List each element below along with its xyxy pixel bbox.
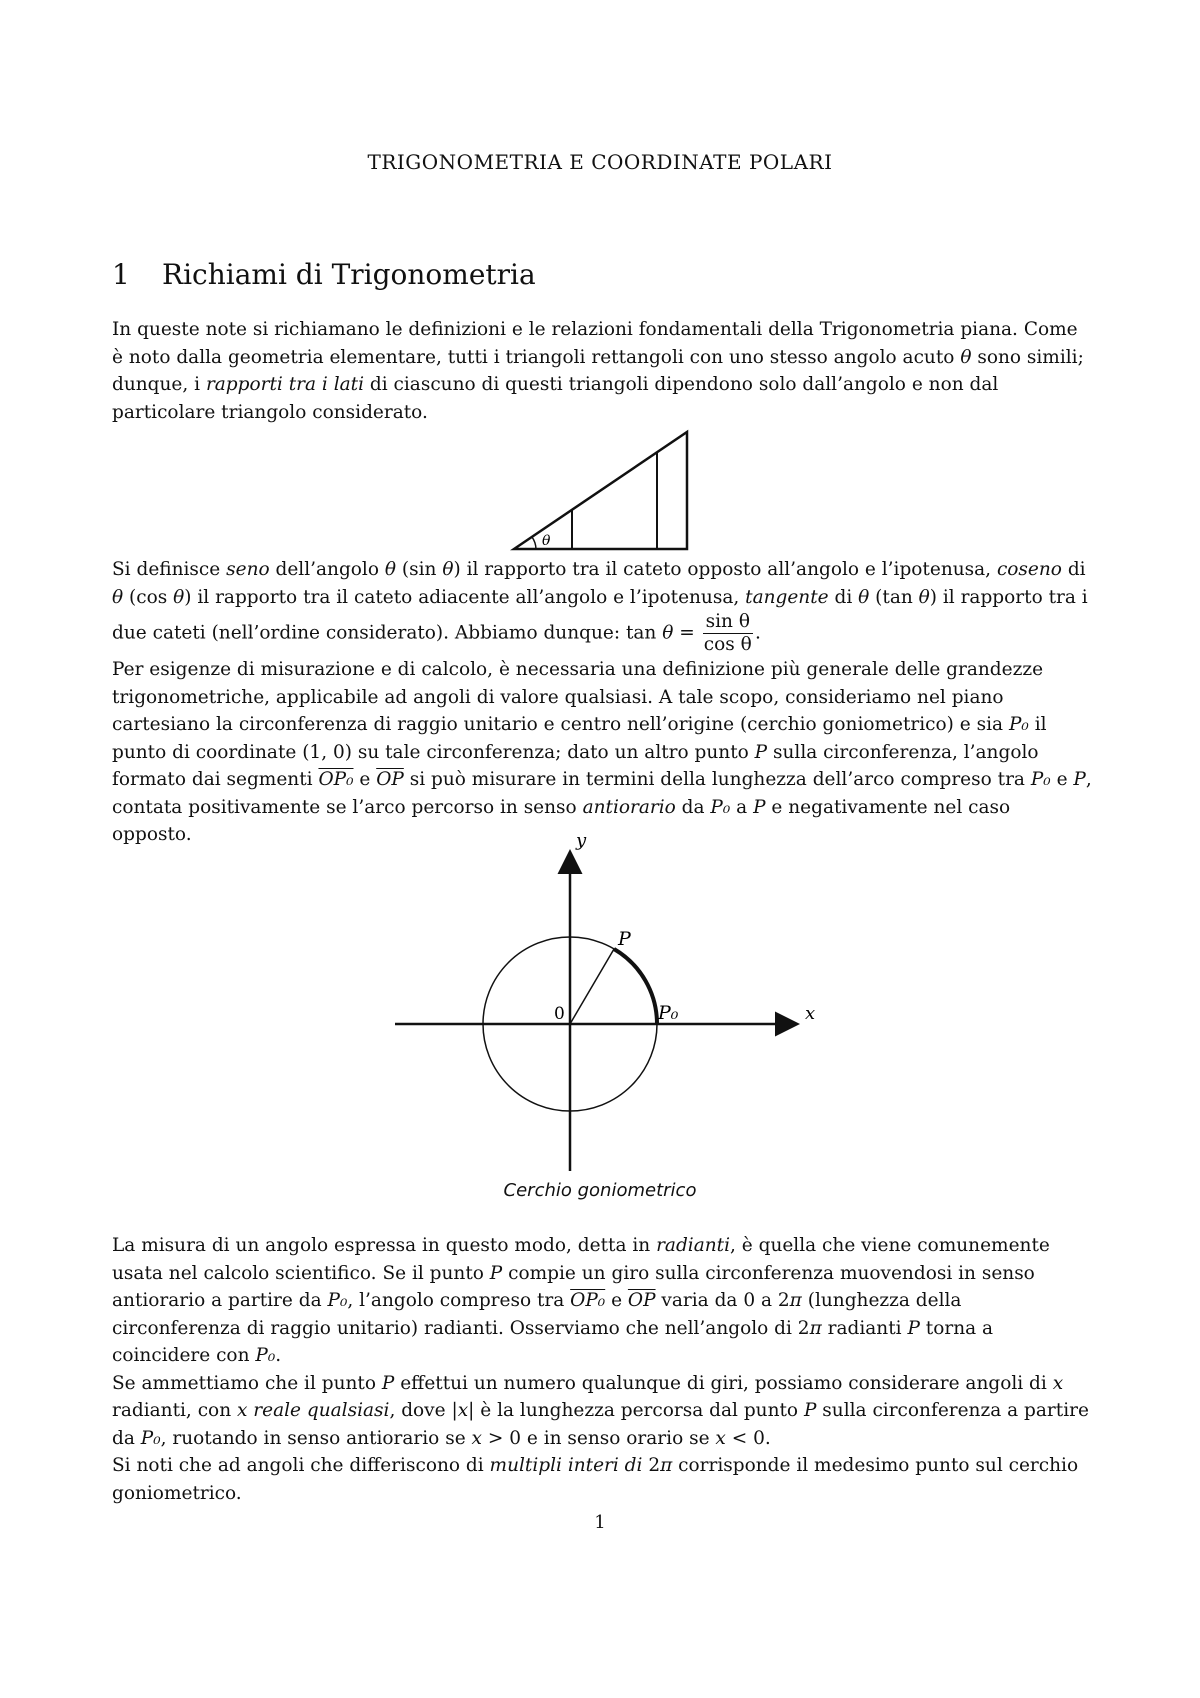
page-number: 1 (594, 1512, 606, 1533)
paragraph-definitions: Si definisce seno dell’angolo θ (sin θ) il rapporto tra il cateto opposto all’angolo e l’ipotenusa, coseno di θ (cos θ) il rapporto tra il cateto adiacente all’angolo e l’ipotenusa, tangente di θ (tan θ) il rapporto tra i due cateti (nell’ordine considerato). Abbiamo dunque: tan θ = $\frac{\text{sin θ}}{\text{cos θ}}$ . Per esigenze di misurazione e di calcolo, è necessaria una definizione più generale delle grandezze trigonometriche, applicabile ad angoli di valore qualsiasi. A tale scopo, consideriamo nel piano cartesiano la circonferenza di raggio unitario e centro nell’origine (cerchio goniometrico) e sia P₀ il punto di coordinate (1, 0) su tale circonferenza; dato un altro punto P sulla circonferenza, l’angolo formato dai segmenti OP₀ e $\overline{OP}$ si può misurare in termini della lunghezza dell’arco compreso tra P₀ e P, contata positivamente se l’arco percorso in senso antiorario da P₀ a P e negativamente nel caso opposto. (112, 559, 1092, 845)
unit-circle-figure (380, 826, 820, 1176)
point-p-label: P (618, 928, 631, 950)
section-title: Richiami di Trigonometria (162, 258, 536, 291)
paragraph-intro: In queste note si richiamano le definizioni e le relazioni fondamentali della Trigonometria piana. Come è noto dalla geometria elementare, tutti i triangoli rettangoli con uno stesso angolo acuto θ sono simili; dunque, i rapporti tra i lati di ciascuno di questi triangoli dipendono solo dall’angolo e non dal particolare triangolo considerato. (112, 319, 1084, 423)
section-number: 1 (112, 258, 130, 291)
tangent-fraction: $\frac{\text{sin θ}}{\text{cos θ}}$ (703, 611, 752, 655)
big-triangle (514, 432, 687, 549)
document-title: TRIGONOMETRIA E COORDINATE POLARI (367, 150, 833, 174)
arc-p0-to-p (614, 949, 657, 1024)
x-axis-label: x (805, 1003, 816, 1024)
angle-theta-label: θ (542, 533, 551, 549)
origin-label: 0 (554, 1004, 565, 1024)
similar-triangles-figure (510, 428, 695, 553)
point-p0-label: P₀ (658, 1002, 679, 1024)
section-heading (112, 258, 536, 291)
y-axis-label: y (576, 830, 587, 851)
angle-arc (532, 537, 536, 549)
radius-op (570, 949, 614, 1024)
figure-caption: Cerchio goniometrico (503, 1180, 697, 1201)
paragraph-radians: La misura di un angolo espressa in questo modo, detta in radianti, è quella che viene comunemente usata nel calcolo scientifico. Se il punto P compie un giro sulla circonferenza muovendosi in senso antiorario a partire da P₀, l’angolo compreso tra OP₀ e $\overline{OP}$ varia da 0 a 2π (lunghezza della circonferenza di raggio unitario) radianti. Osserviamo che nell’angolo di 2π radianti P torna a coincidere con P₀. Se ammettiamo che il punto P effettui un numero qualunque di giri, possiamo considerare angoli di x radianti, con x reale qualsiasi, dove |x| è la lunghezza percorsa dal punto P sulla circonferenza a partire da P₀, ruotando in senso antiorario se x > 0 e in senso orario se x < 0. Si noti che ad angoli che differiscono di multipli interi di 2π corrisponde il medesimo punto sul cerchio goniometrico. (112, 1235, 1089, 1504)
